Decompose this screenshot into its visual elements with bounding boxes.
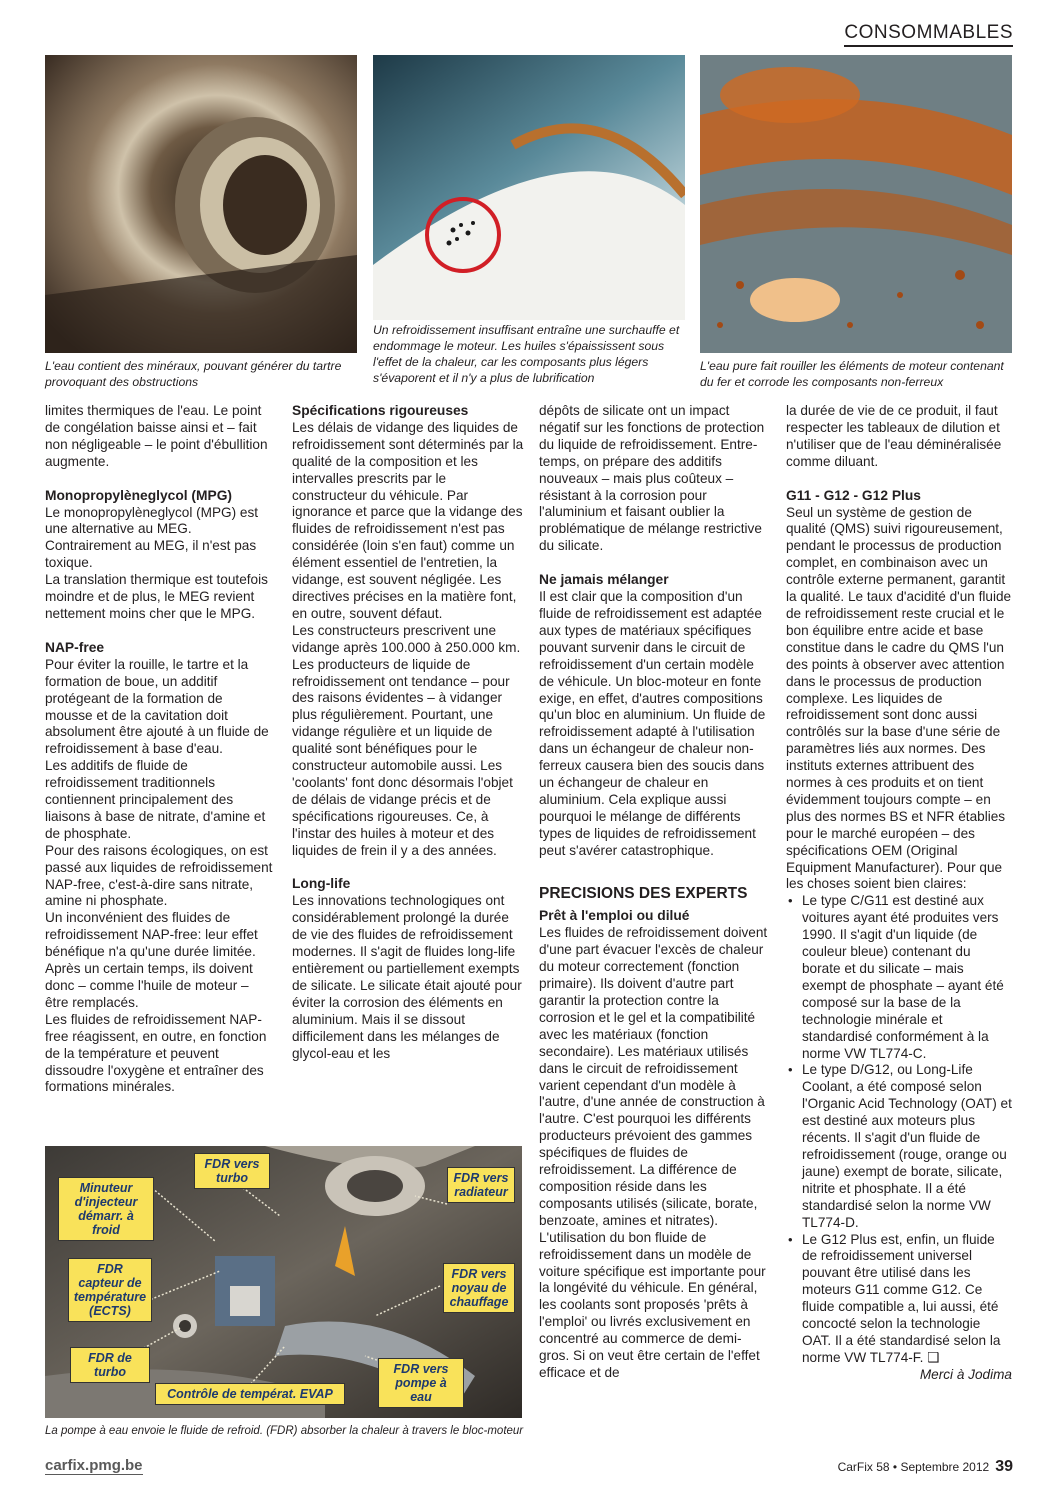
g11-paragraph-1: Seul un système de gestion de qualité (QMS) suivi rigoureusement, pendant le processus de production complet, en combinaison avec un contrôle externe permanent, garantit la qualité. Le taux d'acidité d'un fluide de refroidissement reste crucial et le bon équilibre entre acide et base constitue dans le cadre du QMS l'un des points à observer avec attention dans le processus de production complexe. Les liquides de refroidissement sont donc aussi contrôlés sur la base d'une série de paramètres liés aux normes. Des instituts externes attribuent des normes à ces produits et on tient évidemment toujours compte – en plus des normes BS et NFR établies pour le marché européen – des spécifications OEM (Original Equipment Manufacturer). Pour que les choses soient bien claires: xyxy=(786,504,1012,892)
label-coolant-from-turbo: FDR de turbo xyxy=(70,1347,150,1383)
label-coolant-to-radiator: FDR vers radiateur xyxy=(447,1167,515,1203)
nap-paragraph-4: Un inconvénient des fluides de refroidissement NAP-free: leur effet bénéfique n'a qu'une durée limitée. Après un certain temps, ils doivent donc – comme l'huile de moteur – être remplacés. xyxy=(45,910,258,1010)
photo-overheating-caption: Un refroidissement insuffisant entraîne une surchauffe et endommage le moteur. Les huiles s'épaississent sous l'effet de la chaleur, car les composants plus légers s'évaporent et il n'y a plus de lubrification xyxy=(373,323,680,385)
label-temperature-sensor: FDR capteur de température (ECTS) xyxy=(68,1258,152,1322)
mix-paragraph-1: Il est clair que la composition d'un fluide de refroidissement est adaptée aux types de matériaux spécifiques pouvant survenir dans le circuit de refroidissement d'un certain modèle de véhicule. Un bloc-moteur en fonte exige, en effet, d'autres compositions qu'un bloc en aluminium. Un fluide de refroidissement adapté à l'utilisation dans un échangeur de chaleur non-ferreux causera bien des soucis dans un échangeur de chaleur en aluminium. Cela explique aussi pourquoi le mélange de différents types de liquides de refroidissement peut s'avérer catastrophique. xyxy=(539,589,766,858)
section-title: CONSOMMABLES xyxy=(844,22,1013,47)
footer-issue: CarFix 58 • Septembre 2012 xyxy=(837,1460,990,1474)
col4-continuation: la durée de vie de ce produit, il faut respecter les tableaux de dilution et n'utiliser que de l'eau déminéralisée comme diluant. xyxy=(786,403,1002,469)
photo-mineral-caption: L'eau contient des minéraux, pouvant générer du tartre provoquant des obstructions xyxy=(45,359,342,389)
coolant-type-list xyxy=(786,893,1012,1366)
spec-paragraph-1: Les délais de vidange des liquides de refroidissement sont déterminés par la qualité de la composition et les intervalles prescrits par le constructeur du véhicule. Par ignorance et parce que la vidange des fluides de refroidissement n'est pas considérée (loin s'en faut) comme un élément essentiel de l'entretien, la vidange, est souvent négligée. Les directives précises en la matière font, en outre, souvent défaut. xyxy=(292,419,524,621)
nap-paragraph-3: Pour des raisons écologiques, on est passé aux liquides de refroidissement NAP-free, c'est-à-dire sans nitrate, amine ni phosphate. xyxy=(45,842,273,909)
column-1 xyxy=(45,403,273,1096)
mix-heading: Ne jamais mélanger xyxy=(539,572,669,588)
photo-overheating xyxy=(373,55,685,320)
photo-engine-caption: La pompe à eau envoie le fluide de refroid. (FDR) absorber la chaleur à travers le bloc-moteur xyxy=(45,1425,524,1437)
longlife-paragraph-1: Les innovations technologiques ont considérablement prolongé la durée de vie des fluides de refroidissement modernes. Il s'agit de fluides long-life entièrement ou partiellement exempts de silicate. Le silicate était ajouté pour éviter la corrosion des éléments en aluminium. Mais il se dissout difficilement dans les mélanges de glycol-eau et les xyxy=(292,893,522,1061)
column-4 xyxy=(786,403,1012,1384)
list-item: • Le type D/G12, ou Long-Life Coolant, a été composé selon l'Organic Acid Technology (OAT) et est destiné aux moteurs plus récents. Il s'agit d'un fluide de refroidissement (rouge, orange ou jaune) exempt de borate, silicate, nitrite et phosphate. Il a été standardisé selon la norme VW TL774-D. xyxy=(786,1062,1012,1231)
nap-heading: NAP-free xyxy=(45,639,105,655)
photo-mineral-deposits xyxy=(45,55,357,353)
g11-heading: G11 - G12 - G12 Plus xyxy=(786,487,921,503)
ready-paragraph-1: Les fluides de refroidissement doivent d'une part évacuer l'excès de chaleur du moteur correctement (fonction primaire). Ils doivent d'autre part garantir la protection contre la corrosion et le gel et la compatibilité avec les matériaux (fonction secondaire). Les matériaux utilisés dans le circuit de refroidissement varient cependant d'un modèle à l'autre, d'une année de construction à l'autre. C'est pourquoi les différents producteurs prévoient des gammes spécifiques de fluides de refroidissement. La différence de composition réside dans les composants utilisés (silicate, borate, benzoate, amines et nitrates). L'utilisation du bon fluide de refroidissement dans un modèle de voiture spécifique est importante pour la longévité du véhicule. En général, les coolants sont proposés 'prêts à l'emploi' ou livrés exclusivement en concentré au commerce de demi-gros. Si on veut être certain de l'effet efficace et de xyxy=(539,925,768,1380)
col3-continuation: dépôts de silicate ont un impact négatif sur les fonctions de protection du liquide de refroidissement. Entre-temps, on prépare des additifs nouveaux – mais plus coûteux – résistant à la corrosion pour l'aluminium et faisant oublier la problématique de mélange restrictive du silicate. xyxy=(539,403,765,554)
nap-paragraph-2: Les additifs de fluide de refroidissement traditionnels contiennent principalement des liaisons à base de nitrate, d'amine et de phosphate. xyxy=(45,758,266,841)
column-3 xyxy=(539,403,769,1382)
col1-intro: limites thermiques de l'eau. Le point de congélation baisse ainsi et – fait non négligeable – le point d'ébullition augmente. xyxy=(45,403,268,469)
longlife-heading: Long-life xyxy=(292,876,351,892)
spec-heading: Spécifications rigoureuses xyxy=(292,403,469,418)
mpg-paragraph-2: La translation thermique est toutefois moindre et de plus, le MEG revient nettement moins cher que le MPG. xyxy=(45,572,268,621)
column-2 xyxy=(292,403,524,1062)
experts-heading: PRECISIONS DES EXPERTS xyxy=(539,884,748,902)
label-coolant-to-water-pump: FDR vers pompe à eau xyxy=(378,1358,464,1408)
nap-paragraph-1: Pour éviter la rouille, le tartre et la formation de boue, un additif protégeant de la formation de mousse et de la cavitation doit absolument être ajouté à un fluide de refroidissement à base d'eau. xyxy=(45,656,269,757)
ready-heading: Prêt à l'emploi ou dilué xyxy=(539,908,690,924)
label-coolant-to-turbo: FDR vers turbo xyxy=(194,1153,270,1189)
photo-rust-caption: L'eau pure fait rouiller les éléments de moteur contenant du fer et corrode les composants non-ferreux xyxy=(700,359,1004,389)
nap-paragraph-5: Les fluides de refroidissement NAP-free réagissent, en outre, en fonction de la température et peuvent dissoudre l'oxygène et entraîner des formations minérales. xyxy=(45,1011,267,1095)
label-cold-start-timer: Minuteur d'injecteur démarr. à froid xyxy=(58,1177,154,1241)
footer-website-link[interactable]: carfix.pmg.be xyxy=(45,1457,143,1474)
list-item: • Le type C/G11 est destiné aux voitures ayant été produites vers 1990. Il s'agit d'un liquide (de couleur bleue) contenant du borate et du silicate – mais exempt de phosphate – ayant été composé sur la base de la technologie minérale et standardisé conformément à la norme VW TL774-C. xyxy=(786,893,1012,1062)
mpg-paragraph-1: Le monopropylèneglycol (MPG) est une alternative au MEG. Contrairement au MEG, il n'est pas toxique. xyxy=(45,504,259,571)
label-coolant-to-heater-core: FDR vers noyau de chauffage xyxy=(443,1263,515,1313)
mpg-heading: Monopropylèneglycol (MPG) xyxy=(45,487,233,503)
footer-info xyxy=(838,1458,1013,1476)
list-item: • Le G12 Plus est, enfin, un fluide de refroidissement universel pouvant être utilisé dans les moteurs G11 comme G12. Ce fluide compatible a, lui aussi, été concocté selon la technologie OAT. Il a été standardisé selon la norme VW TL774-F. ❑ xyxy=(786,1232,1012,1367)
label-evap-temp-control: Contrôle de températ. EVAP xyxy=(155,1383,345,1405)
spec-paragraph-2: Les constructeurs prescrivent une vidange après 100.000 à 250.000 km. Les producteurs de liquide de refroidissement ont tendance – pour des raisons évidentes – à vidanger plus régulièrement. Pourtant, une vidange régulière et un liquide de qualité sont bénéfiques pour le constructeur automobile aussi. Les 'coolants' font donc désormais l'objet de délais de vidange précis et de spécifications rigoureuses. Ce, à l'instar des huiles à moteur et des liquides de frein il y a des années. xyxy=(292,622,521,858)
signoff: Merci à Jodima xyxy=(919,1366,1012,1382)
photo-rust xyxy=(700,55,1012,353)
page-number: 39 xyxy=(995,1458,1013,1475)
